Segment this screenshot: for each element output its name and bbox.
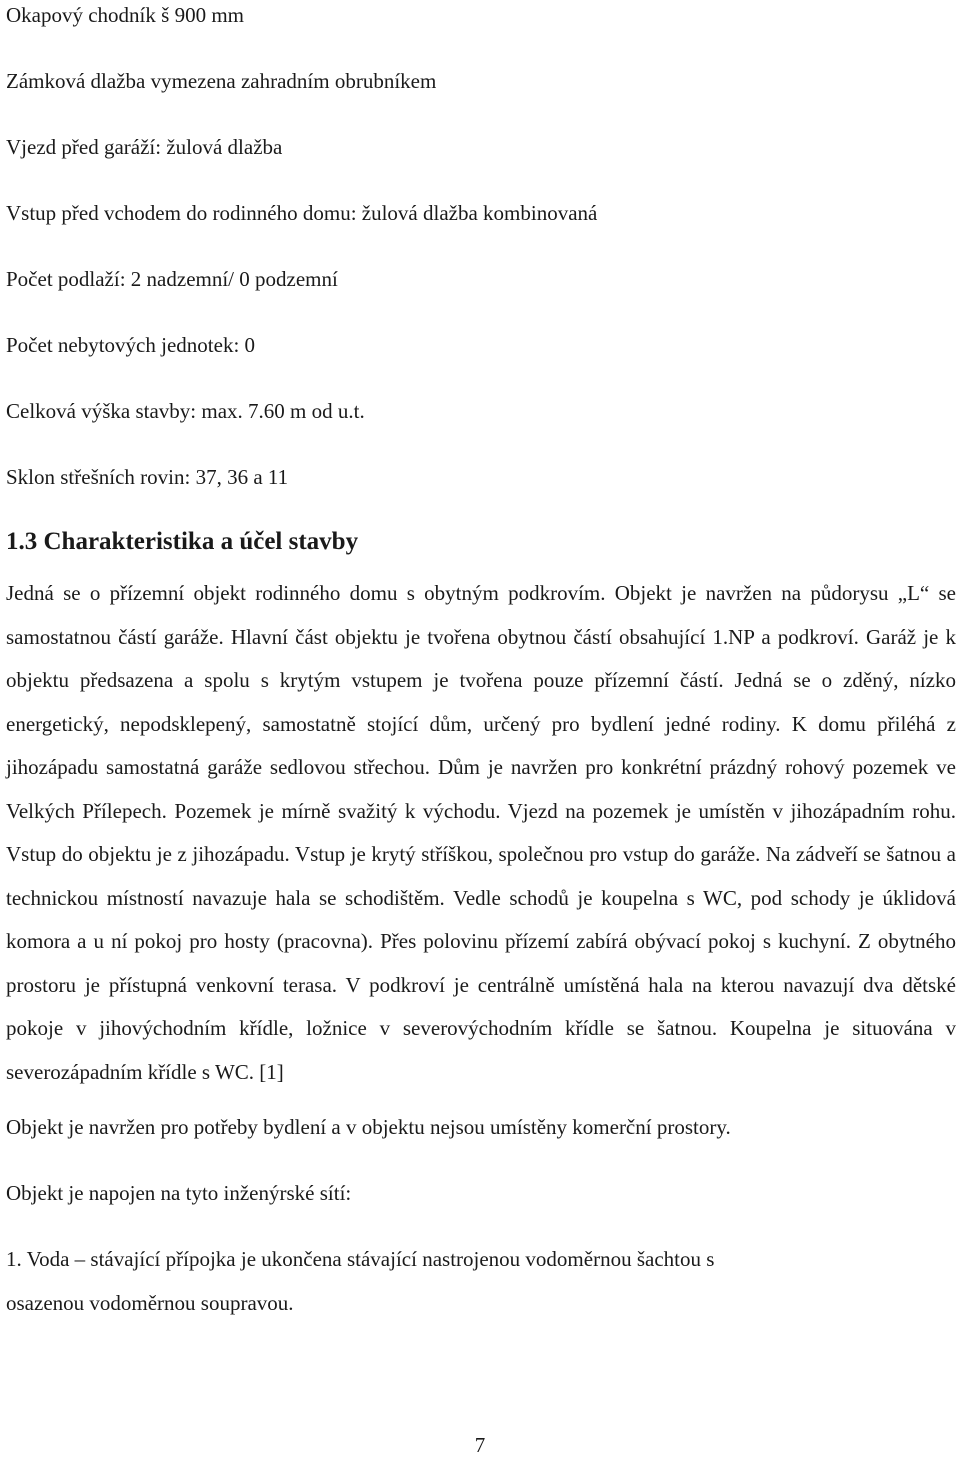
list-item: Zámková dlažba vymezena zahradním obrubníkem	[6, 69, 437, 93]
list-item: Celková výška stavby: max. 7.60 m od u.t.	[6, 399, 365, 423]
section-heading: 1.3 Charakteristika a účel stavby	[6, 528, 359, 555]
purpose-paragraph: Objekt je navržen pro potřeby bydlení a v objektu nejsou umístěny komerční prostory.	[6, 1115, 731, 1139]
list-item: Sklon střešních rovin: 37, 36 a 11	[6, 465, 289, 489]
utility-item-line: 1. Voda – stávající přípojka je ukončena stávající nastrojenou vodoměrnou šachtou s	[6, 1247, 715, 1271]
utility-item-line: osazenou vodoměrnou soupravou.	[6, 1291, 294, 1315]
list-item: Počet podlaží: 2 nadzemní/ 0 podzemní	[6, 267, 338, 291]
section-paragraph: Jedná se o přízemní objekt rodinného domu s obytným podkrovím. Objekt je navržen na půdorysu „L“ se samostatnou částí garáže. Hlavní část objektu je tvořena obytnou částí obsahující 1.NP a podkroví. Garáž je k objektu předsazena a spolu s krytým vstupem je tvořena pouze přízemní částí. Jedná se o zděný, nízko energetický, nepodsklepený, samostatně stojící dům, určený pro bydlení jedné rodiny. K domu přiléhá z jihozápadu samostatná garáže sedlovou střechou. Dům je navržen pro konkrétní prázdný rohový pozemek ve Velkých Přílepech. Pozemek je mírně svažitý k východu. Vjezd na pozemek je umístěn v jihozápadním rohu. Vstup do objektu je z jihozápadu. Vstup je krytý stříškou, společnou pro vstup do garáže. Na zádveří se šatnou a technickou místností navazuje hala se schodištěm. Vedle schodů je koupelna s WC, pod schody je úklidová komora a u ní pokoj pro hosty (pracovna). Přes polovinu přízemí zabírá obývací pokoj s kuchyní. Z obytného prostoru je přístupná venkovní terasa. V podkroví je centrálně umístěná hala na kterou navazují dva dětské pokoje v jihovýchodním křídle, ložnice v severovýchodním křídle se šatnou. Koupelna je situována v severozápadním křídle s WC. [1]	[6, 581, 956, 1084]
utilities-intro: Objekt je napojen na tyto inženýrské sítí:	[6, 1181, 352, 1205]
list-item: Vjezd před garáží: žulová dlažba	[6, 135, 283, 159]
list-item: Vstup před vchodem do rodinného domu: žulová dlažba kombinovaná	[6, 201, 598, 225]
list-item: Počet nebytových jednotek: 0	[6, 333, 256, 357]
list-item: Okapový chodník š 900 mm	[6, 3, 244, 27]
page-number: 7	[474, 1433, 486, 1457]
property-list	[6, 0, 956, 492]
